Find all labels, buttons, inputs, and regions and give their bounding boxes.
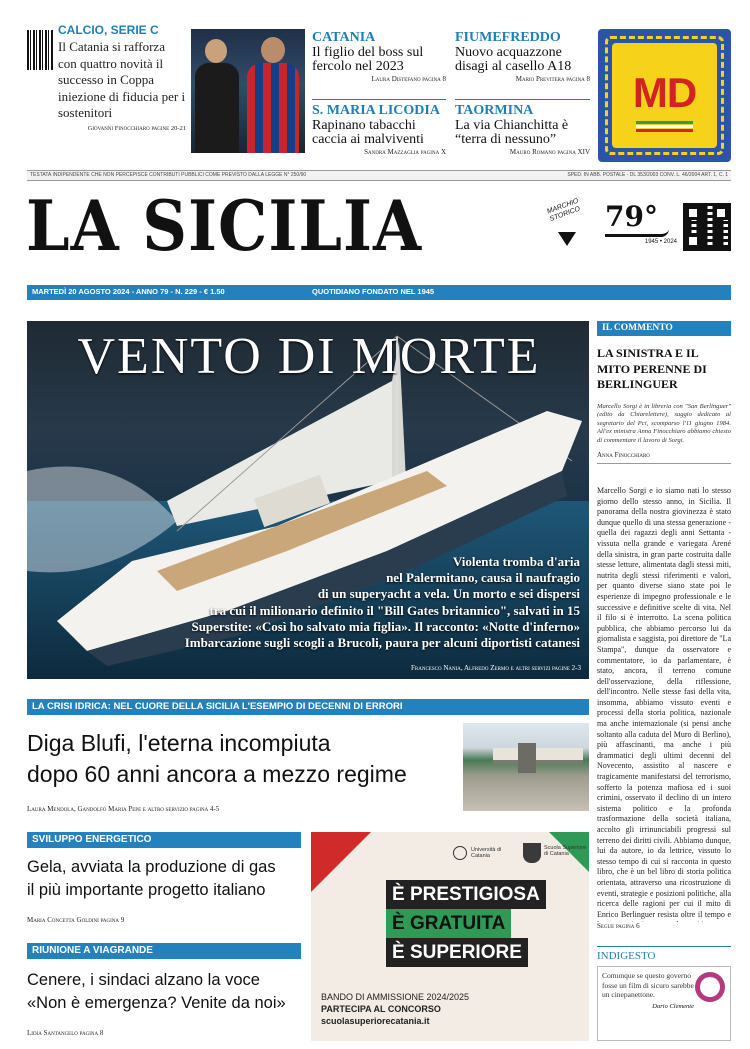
commento-intro: Marcello Sorgi è in libreria con "San Berlinguer" (edito da Chiarelettere), saggio dedicato al segretario del Pci, scomparso l'11 giugno 1984. All'ex ministra Anna Finocchiaro abbiamo chiesto di commentare il lavoro di Sorgi. <box>597 402 731 444</box>
marchio-storico-text: MARCHIO STORICO <box>546 197 582 223</box>
hero-summary-line-1: Violenta tromba d'aria <box>452 554 580 569</box>
legal-strip <box>27 170 731 181</box>
crisi-bar: LA CRISI IDRICA: NEL CUORE DELLA SICILIA L'ESEMPIO DI DECENNI DI ERRORI <box>27 699 589 715</box>
ad-partecipa: PARTECIPA AL CONCORSO <box>321 1004 441 1014</box>
riunione-bar: RIUNIONE A VIAGRANDE <box>27 943 301 959</box>
teaser-fiumefreddo-label: FIUMEFREDDO <box>455 30 561 45</box>
anniversary-badge <box>605 200 677 245</box>
teaser-fiumefreddo[interactable] <box>455 31 590 83</box>
indigesto-author: Dario Clemente <box>652 1002 694 1010</box>
teaser-taormina[interactable] <box>455 104 590 156</box>
hero-summary-line-3: di un superyacht a vela. Un morto e sei dispersi <box>317 586 580 602</box>
hero-summary-line-4: tra cui il milionario definito il "Bill Gates britannico", salvati in 15 <box>209 602 580 618</box>
teaser-taormina-label: TAORMINA <box>455 103 534 118</box>
school-logo-icon <box>523 843 541 863</box>
md-ad[interactable] <box>598 29 731 162</box>
university-logo-icon <box>453 846 467 860</box>
date-bar <box>27 285 731 300</box>
teaser-taormina-byline: Mauro Romano pagina XIV <box>509 148 590 157</box>
riunione-headline-line-1: Cenere, i sindaci alzano la voce <box>27 971 260 989</box>
qr-code[interactable] <box>683 203 731 251</box>
marchio-storico <box>546 197 610 260</box>
dam-photo[interactable] <box>463 723 589 811</box>
commento-title[interactable]: LA SINISTRA E IL MITO PERENNE DI BERLINGUER <box>597 346 707 391</box>
sviluppo-byline: Maria Concetta Goldini pagina 9 <box>27 916 125 924</box>
indigesto-text: Comunque se questo governo fosse un film di sicuro sarebbe un cinepanettone. <box>602 971 694 1000</box>
ad-slogan-line-2: È GRATUITA <box>386 909 511 938</box>
legal-strip-right: SPED. IN ABB. POSTALE - DL 353/2003 CONV. L. 46/2004 ART. 1, C. 1 <box>567 172 728 178</box>
ad-slogan-line-3: È SUPERIORE <box>386 938 528 967</box>
ad-school: Scuola Superiore di Catania <box>544 845 587 858</box>
hero-summary-line-2: nel Palermitano, causa il naufragio <box>386 570 580 586</box>
riunione-headline-line-2: «Non è emergenza? Venite da noi» <box>27 994 286 1012</box>
commento-body: Marcello Sorgi e io siamo nati lo stesso giorno dello stesso anno, in Sicilia. Il panorama della nostra giovinezza è stato dunque quello di una stessa generazione - quella dei ragazzi degli anni Settanta - vissuta nella grande e variegata Arené della sinistra, in gran parte costruita dalle stesse letture, alimentata dagli stessi miti, nutrita degli stessi riferimenti e valori, per quanto diverse siano state poi le esperienze di impegno professionale e le successive e definitive scelte di vita. Nel il filo si è interrotto. La scena politica pubblica, che abbiamo percorso lui da giornalista e saggista, poi direttore de "La Stampa", dunque da osservatore e commentatore, io da parlamentare, è stato, ancora, il terreno comune dell'osservazione, della riflessione, dell'incontro. Nelle stesse fasi della vita, insomma, abbiamo vissuto eventi e processi della storia politica, nazionale ma anche internazionale (si pensi anche soltanto alla caduta del Muro di Berlino), più affascinanti, ma anche i più drammatici degli ultimi decenni del Novecento, assistito al nascere e tragicamente manifestarsi del terrorismo, sofferto la potenza mafiosa ed i suoi crimini, osservato il declino di un intero sistema politico e la profonda trasformazione della società italiana, accolto gli irrinunciabili progressi sul terreno dei diritti civili. Abbiamo dunque, lui da autore, io da lettrice, vissuto lo stesso tempo di cui si racconta in questo libro, che è un bel libro di storia politica orientata, attraverso una ricostruzione di eventi, strategie e posizioni politiche, alla ricerca delle ragioni per cui il mito di Enrico Berlinguer resista oltre il tempo e <box>597 486 731 919</box>
riunione-headline[interactable] <box>27 969 317 1015</box>
hero-summary-line-5: Superstite: «Così ho salvato mia figlia». Il racconto: «Notte d'inferno» <box>191 618 580 634</box>
date-line: MARTEDÌ 20 AGOSTO 2024 - ANNO 79 - N. 229 - € 1.50 <box>32 287 225 296</box>
indigesto-label: INDIGESTO <box>597 950 656 962</box>
football-photo <box>191 29 305 153</box>
ad-slogan <box>311 880 589 967</box>
scuola-ad[interactable] <box>311 832 589 1041</box>
teaser-calcio-text: Il Catania si rafforza con quattro novità il successo in Coppa iniezione di fiducia per i sostenitori <box>58 39 186 120</box>
anniversary-years: 1945 • 2024 <box>644 239 677 245</box>
ad-slogan-line-1: È PRESTIGIOSA <box>386 880 546 909</box>
sviluppo-bar: SVILUPPO ENERGETICO <box>27 832 301 848</box>
teaser-calcio-byline: Giovanni Finocchiaro pagine 20-21 <box>87 124 186 132</box>
hero-summary <box>87 554 580 651</box>
teaser-catania[interactable] <box>312 31 446 83</box>
teaser-fiumefreddo-byline: Mario Previtera pagina 8 <box>515 75 590 84</box>
indigesto-box <box>597 946 731 1042</box>
teaser-fiumefreddo-text: Nuovo acquazzone disagi al casello A18 <box>455 44 572 75</box>
sviluppo-headline[interactable] <box>27 856 317 902</box>
founded-line: QUOTIDIANO FONDATO NEL 1945 <box>312 287 435 296</box>
teaser-calcio-label: CALCIO, SERIE C <box>58 23 159 37</box>
hero-headline: VENTO DI MORTE <box>77 328 541 385</box>
masthead-title: LA SICILIA <box>26 185 423 268</box>
barcode <box>27 30 53 70</box>
teaser-smaria-byline: Sandra Mazzaglia pagina X <box>364 148 446 157</box>
teaser-catania-label: CATANIA <box>312 30 376 45</box>
commento-author: Anna Finocchiaro <box>597 451 650 459</box>
teaser-calcio[interactable] <box>58 23 186 132</box>
riunione-byline: Lidia Santangelo pagina 8 <box>27 1029 104 1037</box>
hero-byline: Francesco Nania, Alfredo Zermo e altri servizi pagine 2-3 <box>411 664 581 672</box>
hero-summary-line-6: Imbarcazione sugli scogli a Brucoli, paura per alcuni diportisti catanesi <box>184 635 580 651</box>
teaser-catania-text: Il figlio del boss sul fercolo nel 2023 <box>312 44 424 75</box>
md-logo: MD <box>632 69 697 116</box>
teaser-taormina-text: La via Chianchitta è “terra di nessuno” <box>455 117 569 148</box>
crisi-headline[interactable] <box>27 728 467 790</box>
crisi-headline-line-1: Diga Blufi, l'eterna incompiuta <box>27 730 331 756</box>
ad-site[interactable]: scuolasuperiorecatania.it <box>321 1016 430 1026</box>
legal-strip-left: TESTATA INDIPENDENTE CHE NON PERCEPISCE CONTRIBUTI PUBBLICI COME PREVISTO DALLA LEGGE N° 250/90 <box>30 172 307 178</box>
commento-column <box>597 321 731 464</box>
sicily-shape-icon <box>558 232 576 246</box>
commento-continue[interactable]: Segue pagina 6 <box>597 922 640 930</box>
hero-photo[interactable] <box>27 321 589 679</box>
teaser-catania-byline: Laura Distefano pagina 8 <box>371 75 446 84</box>
commento-label: IL COMMENTO <box>597 321 731 336</box>
sviluppo-headline-line-2: il più importante progetto italiano <box>27 881 266 899</box>
teaser-smaria[interactable] <box>312 104 446 156</box>
crisi-byline: Laura Mendola, Gandolfo Maria Pepe e altro servizio pagina 4-5 <box>27 805 220 813</box>
teaser-smaria-text: Rapinano tabacchi caccia ai malviventi <box>312 117 424 148</box>
ad-bando: BANDO DI AMMISSIONE 2024/2025 <box>321 992 470 1002</box>
ad-university: Università di Catania <box>471 847 502 860</box>
teaser-smaria-label: S. MARIA LICODIA <box>312 103 440 118</box>
sviluppo-headline-line-1: Gela, avviata la produzione di gas <box>27 858 276 876</box>
crisi-headline-line-2: dopo 60 anni ancora a mezzo regime <box>27 761 407 787</box>
anniversary-number: 79° <box>605 200 658 233</box>
